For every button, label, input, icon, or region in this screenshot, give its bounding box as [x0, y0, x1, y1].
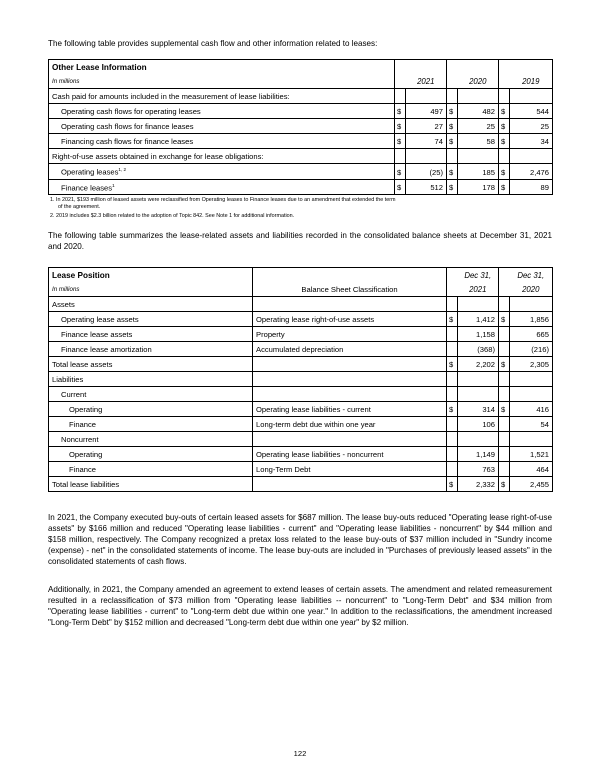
cell-value: 1,149 — [458, 446, 499, 461]
row-classification: Operating lease right-of-use assets — [253, 311, 447, 326]
row-label: Current — [49, 386, 253, 401]
currency-symbol: $ — [447, 104, 458, 119]
cell-value: 464 — [510, 461, 553, 476]
cell-value — [406, 149, 447, 164]
currency-symbol: $ — [395, 134, 406, 149]
cell-value: 185 — [458, 164, 499, 180]
table-row — [49, 386, 553, 401]
table-row — [49, 356, 553, 371]
cell-value — [510, 431, 553, 446]
body-paragraph-1: In 2021, the Company executed buy-outs of certain leased assets for $687 million. The lease buy-outs reduced "Operating lease right-of-use assets" by $166 million and reduced "Operating lease liabilities - current" and "Operating lease liabilities - noncurrent" by $44 million and $158 million, respectively. The Company recognized a pretax loss related to the lease buy-outs of $37 million included in "Sundry income (expense) - net" in the consolidated statements of income. The lease buy-outs are included in "Purchases of previously leased assets" in the consolidated statements of cash flows. — [48, 512, 552, 567]
cell-value: 27 — [406, 119, 447, 134]
lease-position-table — [48, 267, 553, 492]
currency-symbol — [499, 326, 510, 341]
currency-symbol: $ — [447, 476, 458, 491]
table1-units: In millions — [49, 74, 395, 89]
currency-symbol: $ — [395, 179, 406, 195]
currency-symbol: $ — [447, 164, 458, 180]
other-lease-information-table — [48, 59, 553, 195]
table-row — [49, 149, 553, 164]
row-classification: Operating lease liabilities - noncurrent — [253, 446, 447, 461]
cell-value — [458, 296, 499, 311]
currency-symbol: $ — [395, 119, 406, 134]
table1-year-2: 2019 — [510, 74, 553, 89]
table1-header-row — [49, 74, 553, 89]
cell-value: 416 — [510, 401, 553, 416]
currency-symbol — [447, 371, 458, 386]
table-row — [49, 179, 553, 195]
cell-value — [458, 431, 499, 446]
currency-symbol: $ — [447, 401, 458, 416]
row-label — [49, 164, 395, 180]
currency-symbol — [499, 431, 510, 446]
currency-symbol: $ — [499, 164, 510, 180]
row-label: Assets — [49, 296, 253, 311]
footnote-text: 2. 2019 includes $2.3 billion related to the adoption of Topic 842. See Note 1 for additional information. — [50, 213, 295, 220]
cell-value — [510, 89, 553, 104]
table2-date-1-line1: Dec 31, — [510, 267, 553, 282]
table-row — [49, 296, 553, 311]
cell-value: 25 — [510, 119, 553, 134]
currency-symbol — [447, 89, 458, 104]
cell-value: 482 — [458, 104, 499, 119]
cell-value: (25) — [406, 164, 447, 180]
footnote-marker: 1, 2 — [118, 167, 127, 173]
cell-value — [510, 386, 553, 401]
currency-symbol — [447, 416, 458, 431]
table2-date-0-pad2 — [447, 282, 458, 297]
cell-value — [458, 89, 499, 104]
cell-value — [510, 296, 553, 311]
cell-value: 1,856 — [510, 311, 553, 326]
cell-value: 314 — [458, 401, 499, 416]
currency-symbol: $ — [447, 134, 458, 149]
cell-value: 2,455 — [510, 476, 553, 491]
currency-symbol — [395, 149, 406, 164]
row-classification — [253, 356, 447, 371]
currency-symbol — [499, 416, 510, 431]
currency-symbol — [499, 386, 510, 401]
currency-symbol — [447, 149, 458, 164]
page-number: 122 — [293, 749, 307, 758]
currency-symbol: $ — [499, 134, 510, 149]
table2-classification-header: Balance Sheet Classification — [253, 267, 447, 296]
table2-units: In millions — [49, 282, 253, 297]
table-row — [49, 371, 553, 386]
currency-symbol — [499, 461, 510, 476]
table1-title-pad-1 — [395, 60, 447, 75]
row-label: Finance — [49, 461, 253, 476]
cell-value: 58 — [458, 134, 499, 149]
currency-symbol: $ — [499, 104, 510, 119]
currency-symbol — [499, 446, 510, 461]
table2-title: Lease Position — [49, 267, 253, 282]
row-label: Total lease liabilities — [49, 476, 253, 491]
cell-value: (368) — [458, 341, 499, 356]
cell-value: 2,476 — [510, 164, 553, 180]
table-row — [49, 476, 553, 491]
currency-symbol — [499, 149, 510, 164]
footnote-text: 1. In 2021, $193 million of leased assets were reclassified from Operating leases to Finance leases due to an amendment that extended the term — [50, 197, 396, 204]
cell-value: 2,202 — [458, 356, 499, 371]
table-row — [49, 341, 553, 356]
currency-symbol — [395, 89, 406, 104]
currency-symbol: $ — [499, 311, 510, 326]
cell-value — [458, 371, 499, 386]
cell-value: 106 — [458, 416, 499, 431]
currency-symbol — [447, 461, 458, 476]
cell-value: 544 — [510, 104, 553, 119]
row-label: Right-of-use assets obtained in exchange for lease obligations: — [49, 149, 395, 164]
row-label: Operating — [49, 401, 253, 416]
currency-symbol: $ — [447, 311, 458, 326]
row-label: Liabilities — [49, 371, 253, 386]
row-classification: Property — [253, 326, 447, 341]
row-label: Finance lease assets — [49, 326, 253, 341]
table1-title: Other Lease Information — [49, 60, 395, 75]
row-label: Financing cash flows for finance leases — [49, 134, 395, 149]
mid-paragraph: The following table summarizes the lease-related assets and liabilities recorded in the consolidated balance sheets at December 31, 2021 and 2020. — [48, 231, 552, 252]
footnote-continuation: of the agreement. — [58, 204, 101, 211]
currency-symbol: $ — [395, 104, 406, 119]
row-label — [49, 179, 395, 195]
row-label: Cash paid for amounts included in the measurement of lease liabilities: — [49, 89, 395, 104]
row-classification — [253, 476, 447, 491]
row-classification — [253, 296, 447, 311]
table1-title-pad-2 — [447, 60, 499, 75]
table2-date-1-pad — [499, 267, 510, 282]
currency-symbol — [447, 296, 458, 311]
table2-date-1-line2: 2020 — [510, 282, 553, 297]
table2-date-1-pad2 — [499, 282, 510, 297]
body-paragraph-2: Additionally, in 2021, the Company amended an agreement to extend leases of certain assets. The amendment and related remeasurement resulted in a reclassification of $73 million from "Operating lease liabilities -- noncurrent" to "Long-Term Debt" and $34 million from "Operating lease liabilities - current" to "Long-term debt due within one year." In addition to the reclassifications, the amendment increased "Long-Term Debt" by $152 million and decreased "Long-term debt due within one year" by $2 million. — [48, 584, 552, 628]
currency-symbol: $ — [447, 119, 458, 134]
table1-title-row — [49, 60, 553, 75]
table-row — [49, 431, 553, 446]
row-label: Noncurrent — [49, 431, 253, 446]
row-label: Operating lease assets — [49, 311, 253, 326]
currency-symbol — [447, 326, 458, 341]
currency-symbol — [447, 386, 458, 401]
row-classification — [253, 386, 447, 401]
cell-value: 74 — [406, 134, 447, 149]
currency-symbol — [447, 446, 458, 461]
table1-footnote-1 — [48, 197, 552, 211]
row-label-text: Operating leases — [61, 167, 119, 177]
row-label: Finance — [49, 416, 253, 431]
cell-value: (216) — [510, 341, 553, 356]
table2-title-row — [49, 267, 553, 282]
row-classification — [253, 431, 447, 446]
cell-value: 25 — [458, 119, 499, 134]
row-label: Operating — [49, 446, 253, 461]
table-row — [49, 134, 553, 149]
cell-value: 1,158 — [458, 326, 499, 341]
table-row — [49, 401, 553, 416]
row-label: Operating cash flows for finance leases — [49, 119, 395, 134]
table2-date-0-line1: Dec 31, — [458, 267, 499, 282]
row-label: Finance lease amortization — [49, 341, 253, 356]
currency-symbol — [499, 341, 510, 356]
cell-value: 1,412 — [458, 311, 499, 326]
table1-footnote-2 — [48, 213, 552, 220]
row-classification — [253, 371, 447, 386]
table-row — [49, 311, 553, 326]
cell-value: 89 — [510, 179, 553, 195]
row-classification: Accumulated depreciation — [253, 341, 447, 356]
cell-value — [458, 386, 499, 401]
currency-symbol: $ — [499, 119, 510, 134]
currency-symbol: $ — [499, 401, 510, 416]
cell-value — [458, 149, 499, 164]
table-row — [49, 164, 553, 180]
table1-year-0-pad — [395, 74, 406, 89]
row-label: Operating cash flows for operating leases — [49, 104, 395, 119]
currency-symbol — [447, 431, 458, 446]
cell-value: 512 — [406, 179, 447, 195]
table-row — [49, 89, 553, 104]
cell-value: 2,332 — [458, 476, 499, 491]
currency-symbol: $ — [499, 476, 510, 491]
intro-paragraph: The following table provides supplemental cash flow and other information related to leases: — [48, 39, 378, 48]
currency-symbol: $ — [499, 356, 510, 371]
footnote-marker: 1 — [112, 182, 115, 188]
table2-date-0-pad — [447, 267, 458, 282]
row-classification: Long-term debt due within one year — [253, 416, 447, 431]
cell-value — [510, 149, 553, 164]
table-row — [49, 326, 553, 341]
cell-value: 34 — [510, 134, 553, 149]
row-label: Total lease assets — [49, 356, 253, 371]
table-row — [49, 119, 553, 134]
currency-symbol — [447, 341, 458, 356]
currency-symbol: $ — [447, 356, 458, 371]
currency-symbol — [499, 89, 510, 104]
table2-date-0-line2: 2021 — [458, 282, 499, 297]
table-row — [49, 461, 553, 476]
cell-value: 665 — [510, 326, 553, 341]
currency-symbol — [499, 296, 510, 311]
row-label-text: Finance leases — [61, 183, 113, 193]
table-row — [49, 416, 553, 431]
row-classification: Operating lease liabilities - current — [253, 401, 447, 416]
cell-value: 763 — [458, 461, 499, 476]
table1-year-2-pad — [499, 74, 510, 89]
currency-symbol — [499, 371, 510, 386]
cell-value — [510, 371, 553, 386]
cell-value: 178 — [458, 179, 499, 195]
cell-value — [406, 89, 447, 104]
table1-year-1: 2020 — [458, 74, 499, 89]
currency-symbol: $ — [447, 179, 458, 195]
cell-value: 497 — [406, 104, 447, 119]
row-classification: Long-Term Debt — [253, 461, 447, 476]
table-row — [49, 446, 553, 461]
table1-year-0: 2021 — [406, 74, 447, 89]
cell-value: 54 — [510, 416, 553, 431]
table1-title-pad-3 — [499, 60, 553, 75]
cell-value: 2,305 — [510, 356, 553, 371]
currency-symbol: $ — [395, 164, 406, 180]
cell-value: 1,521 — [510, 446, 553, 461]
table1-year-1-pad — [447, 74, 458, 89]
currency-symbol: $ — [499, 179, 510, 195]
table-row — [49, 104, 553, 119]
